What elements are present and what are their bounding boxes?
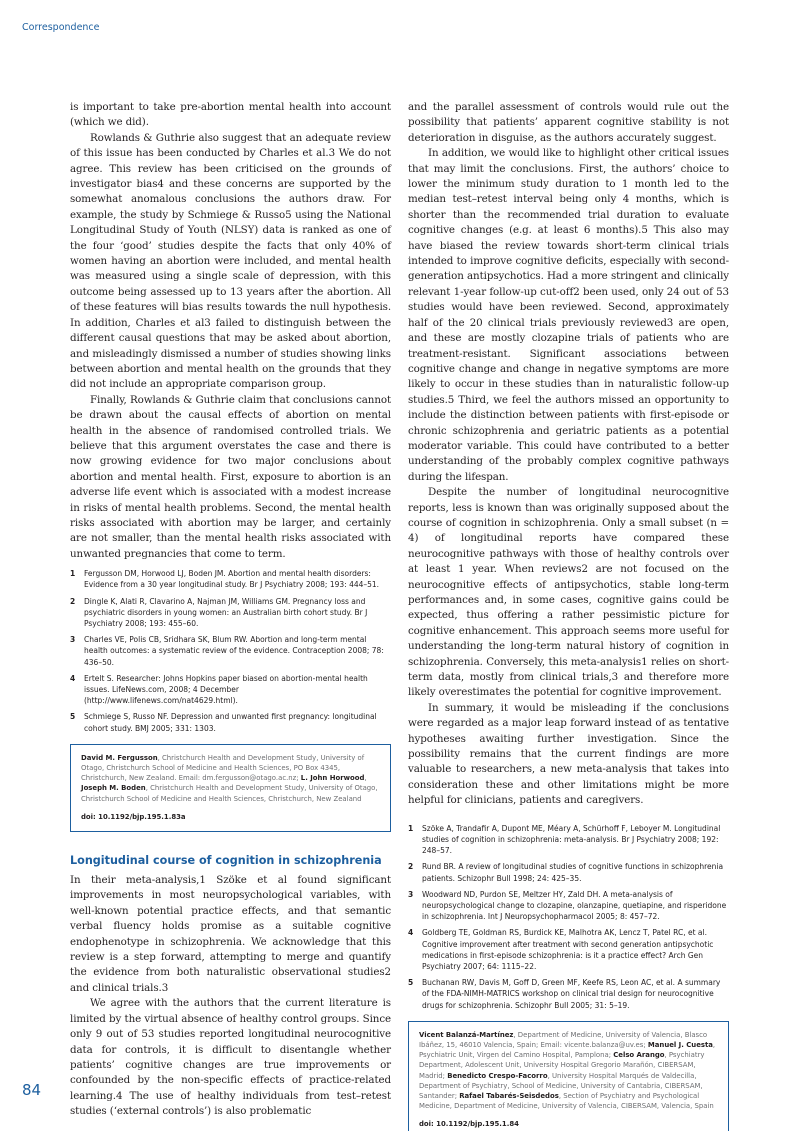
reference-item xyxy=(408,977,729,1011)
reference-item xyxy=(70,673,391,707)
author-affiliation: , Department of Medicine, University of Valencia, Blasco Ibáñez, 15, 46010 Valencia, Spain; Email: vicente.balanza@uv.es; xyxy=(419,1030,708,1049)
author-name: Joseph M. Boden xyxy=(81,784,146,793)
author-name: L. John Horwood xyxy=(300,774,365,783)
reference-list xyxy=(70,568,391,734)
doi-link[interactable]: doi: 10.1192/bjp.195.1.84 xyxy=(419,1120,519,1129)
reference-text: Charles VE, Polis CB, Sridhara SK, Blum RW. Abortion and long-term mental health outcomes: a systematic review of the evidence. Contraception 2008; 78: 436–50. xyxy=(84,635,384,667)
author-affiliation-box xyxy=(408,1021,729,1131)
reference-item xyxy=(408,823,729,857)
author-separator: , xyxy=(364,774,367,783)
author-name: Rafael Tabarés-Seisdedos xyxy=(459,1091,559,1100)
author-affiliation: , Section of Psychiatry and Psychological Medicine, Department of Medicine, University of Valencia, CIBERSAM, Valencia, Spain xyxy=(419,1091,714,1111)
reference-item xyxy=(408,861,729,883)
reference-item xyxy=(70,596,391,630)
author-name: Vicent Balanzá-Martínez xyxy=(419,1030,514,1039)
reference-number: 4 xyxy=(408,928,414,938)
reference-number: 3 xyxy=(408,889,414,899)
reference-number: 1 xyxy=(70,569,76,579)
author-affiliation: , Psychiatric Unit, Virgen del Camino Hospital, Pamplona; xyxy=(419,1040,716,1060)
body-paragraph: Despite the number of longitudinal neurocognitive reports, less is known than was originally supposed about the course of cognition in schizophrenia. Only a small subset (n = 4) of longitudinal reports have compared these neurocognitive pathways with those of healthy controls over at least 1 year. When reviews2 are not focused on the neurocognitive effects of antipsychotics, stable long-term performances and, in some cases, cognitive gains could be expected, thus offering a rather pessimistic picture for cognitive enhancement. This approach seems more useful for understanding the long-term natural history of cognition in schizophrenia. Conversely, this meta-analysis1 relies on short-term data, mostly from clinical trials,3 and therefore more likely overestimates the potential for cognitive improvement. xyxy=(408,486,729,699)
reference-number: 4 xyxy=(70,673,76,683)
reference-text: Szöke A, Trandafir A, Dupont ME, Méary A, Schürhoff F, Leboyer M. Longitudinal studies of cognition in schizophrenia: meta-analysis. Br J Psychiatry 2008; 192: 248–57. xyxy=(422,823,721,856)
body-paragraph: Rowlands & Guthrie also suggest that an adequate review of this issue has been conducted by Charles et al.3 We do not agree. This review has been criticised on the grounds of investigator bias4 and these concerns are supported by the somewhat anomalous conclusions the authors draw. For example, the study by Schmiege & Russo5 using the National Longitudinal Study of Youth (NLSY) data is ranked as one of the four ‘good’ studies despite the facts that only 40% of women having an abortion were included, and mental health was measured using a single scale of depression, with this outcome being assessed up to 13 years after the abortion. All of these features will bias results towards the null hypothesis. In addition, Charles et al3 failed to distinguish between the different causal questions that may be asked about abortion, and misleadingly dismissed a number of studies showing links between abortion and mental health on the grounds that they did not include an appropriate comparison group. xyxy=(70,131,391,391)
author-affiliations xyxy=(419,1030,718,1112)
author-affiliation-box xyxy=(70,744,391,832)
reference-number: 3 xyxy=(70,635,76,645)
body-paragraph: In their meta-analysis,1 Szöke et al found significant improvements in most neuropsychological variables, with well-known potential practice effects, and that semantic verbal fluency holds promise as a suitable cognitive endophenotype in schizophrenia. We acknowledge that this review is a step forward, attempting to merge and quantify the evidence from both naturalistic observational studies2 and clinical trials.3 xyxy=(70,874,391,994)
doi-link[interactable]: doi: 10.1192/bjp.195.1.83a xyxy=(81,812,186,821)
body-paragraph: and the parallel assessment of controls would rule out the possibility that patients’ apparent cognitive stability is not deterioration in disguise, as the authors accurately suggest. xyxy=(408,101,729,144)
right-column xyxy=(408,100,729,1131)
reference-text: Ertelt S. Researcher: Johns Hopkins paper biased on abortion-mental health issues. LifeNews.com, 2008; 4 December (http://www.lifenews.com/nat4629.html). xyxy=(84,673,368,706)
reference-item xyxy=(70,634,391,668)
reference-item xyxy=(408,889,729,923)
left-column xyxy=(70,100,391,1120)
running-header: Correspondence xyxy=(22,22,100,33)
reference-text: Fergusson DM, Horwood LJ, Boden JM. Abortion and mental health disorders: Evidence from a 30 year longitudinal study. Br J Psychiatry 2008; 193: 444–51. xyxy=(84,569,380,590)
reference-item xyxy=(70,568,391,590)
body-paragraph: In addition, we would like to highlight other critical issues that may limit the conclusions. First, the authors’ choice to lower the minimum study duration to 1 month led to the median test–retest interval being only 4 months, which is shorter than the recommended trial duration to evaluate cognitive changes (e.g. at least 6 months).5 This also may have biased the review towards short-term clinical trials intended to improve cognitive deficits, especially with second-generation antipsychotics. Had a more stringent and clinically relevant 1-year follow-up cut-off2 been used, only 24 out of 53 studies would have been reviewed. Second, approximately half of the 20 clinical trials previously reviewed3 are open, and these are mostly clozapine trials of patients who are treatment-resistant. Significant associations between cognitive change and change in negative symptoms are more likely to occur in these studies than in naturalistic follow-up studies.5 Third, we feel the authors missed an opportunity to include the distinction between patients with first-episode or chronic schizophrenia and geriatric patients as a potential moderator variable. This could have contributed to a better understanding of the probably complex cognitive pathways during the lifespan. xyxy=(408,147,729,483)
author-name: David M. Fergusson xyxy=(81,753,158,762)
reference-text: Rund BR. A review of longitudinal studies of cognitive functions in schizophrenia patients. Schizophr Bull 1998; 24: 425–35. xyxy=(422,862,724,883)
author-name: Celso Arango xyxy=(613,1051,665,1060)
article-title: Longitudinal course of cognition in schizophrenia xyxy=(70,854,382,868)
reference-number: 2 xyxy=(70,596,76,606)
reference-list xyxy=(408,823,729,1011)
reference-text: Woodward ND, Purdon SE, Meltzer HY, Zald DH. A meta-analysis of neuropsychological change to clozapine, olanzapine, quetiapine, and risperidone in schizophrenia. Int J Neuropsychopharmacol 2005; 8: 457–72. xyxy=(422,889,727,922)
body-paragraph: In summary, it would be misleading if the conclusions were regarded as a major leap forward instead of as tentative hypotheses awaiting further investigation. Since the possibility remains that the current findings are more valuable to researchers, a new meta-analysis that takes into consideration these and other limitations might be more helpful for clinicians, patients and caregivers. xyxy=(408,701,729,807)
body-paragraph: Finally, Rowlands & Guthrie claim that conclusions cannot be drawn about the causal effects of abortion on mental health in the absence of randomised controlled trials. We believe that this argument overstates the case and there is now growing evidence for two major conclusions about abortion and mental health. First, exposure to abortion is an adverse life event which is associated with a modest increase in risks of mental health problems. Second, the mental health risks associated with abortion may be larger, and certainly are not smaller, than the mental health risks associated with unwanted pregnancies that come to term. xyxy=(70,393,391,560)
reference-item xyxy=(70,711,391,733)
page-number: 84 xyxy=(22,1081,42,1099)
reference-text: Goldberg TE, Goldman RS, Burdick KE, Malhotra AK, Lencz T, Patel RC, et al. Cognitive improvement after treatment with second generation antipsychotic medications in first-episode schizophrenia: is it a practice effect? Arch Gen Psychiatry 2007; 64: 1115–22. xyxy=(422,928,714,971)
author-affiliations xyxy=(81,753,380,804)
reference-number: 1 xyxy=(408,823,414,833)
reference-text: Buchanan RW, Davis M, Goff D, Green MF, Keefe RS, Leon AC, et al. A summary of the FDA-NIMH-MATRICS workshop on clinical trial design for neurocognitive drugs for schizophrenia. Schizophr Bull 2005; 31: 5–19. xyxy=(422,978,721,1010)
author-name: Benedicto Crespo-Facorro xyxy=(447,1071,548,1080)
author-affiliation: , University Hospital Marqués de Valdecilla, Department of Psychiatry, School of Medicine, University of Cantabria, CIBERSAM, Santander; xyxy=(419,1071,703,1100)
author-affiliation: , Psychiatry Department, Adolescent Unit, University Hospital Gregorio Marañón, CIBERSAM, Madrid; xyxy=(419,1051,705,1080)
author-affiliation: , Christchurch Health and Development Study, University of Otago, Christchurch School of Medicine and Health Sciences, PO Box 4345, Christchurch, New Zealand. Email: dm.fergusson@otago.ac.nz; xyxy=(81,753,365,783)
reference-number: 5 xyxy=(408,978,414,988)
reference-number: 2 xyxy=(408,862,414,872)
author-name: Manuel J. Cuesta xyxy=(647,1040,713,1049)
reference-text: Schmiege S, Russo NF. Depression and unwanted first pregnancy: longitudinal cohort study. BMJ 2005; 331: 1303. xyxy=(84,712,377,733)
reference-item xyxy=(408,927,729,972)
reference-number: 5 xyxy=(70,712,76,722)
body-paragraph: We agree with the authors that the current literature is limited by the virtual absence of healthy control groups. Since only 9 out of 53 studies reported longitudinal neurocognitive data for controls, it is difficult to disentangle whether patients’ cognitive changes are true improvements or confounded by the non-specific effects of practice-related learning.4 The use of healthy individuals from test–retest studies (‘external controls’) is also problematic xyxy=(70,997,391,1118)
body-paragraph: is important to take pre-abortion mental health into account (which we did). xyxy=(70,101,391,129)
author-affiliation: , Christchurch Health and Development Study, University of Otago, Christchurch School of Medicine and Health Sciences, Christchurch, New Zealand xyxy=(81,784,378,803)
reference-text: Dingle K, Alati R, Clavarino A, Najman JM, Williams GM. Pregnancy loss and psychiatric disorders in young women: an Australian birth cohort study. Br J Psychiatry 2008; 193: 455–60. xyxy=(84,596,368,628)
